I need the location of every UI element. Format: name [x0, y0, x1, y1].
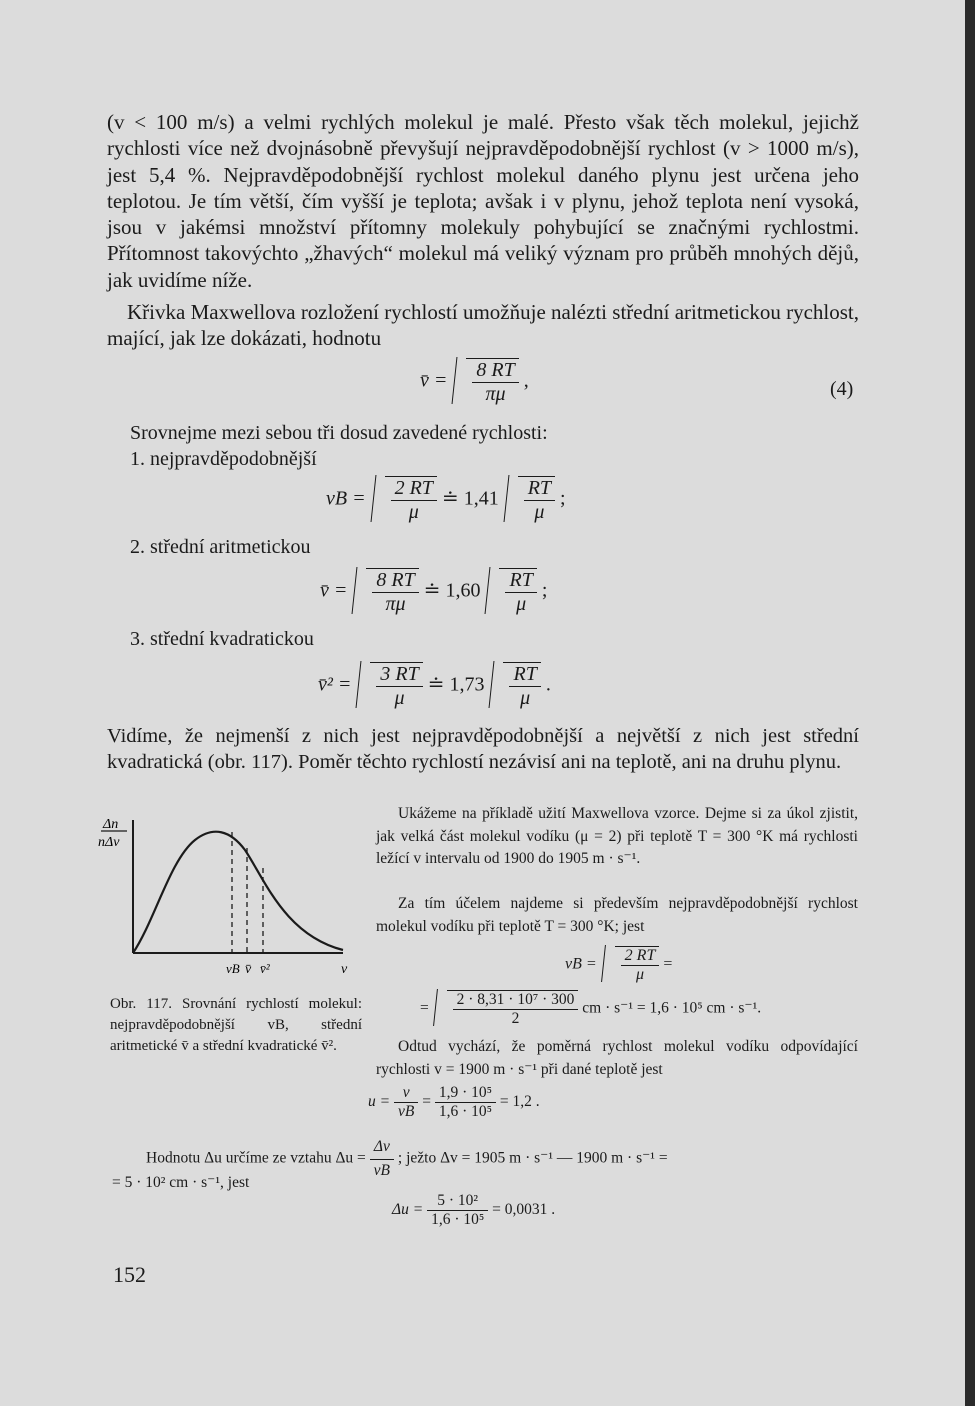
eq-vbar-den2: μ: [516, 593, 527, 615]
eq-u-den2: 1,6 · 10⁵: [438, 1103, 493, 1120]
fig-xlabel-vb: vB: [226, 961, 240, 976]
sqrt-symbol: [518, 476, 555, 524]
eq-ex1-num: 2 RT: [621, 947, 660, 966]
eq-vsq-den2: μ: [520, 687, 531, 709]
eq-u-lhs: u =: [368, 1093, 391, 1111]
eq-vb-lhs: vB =: [326, 487, 366, 510]
sqrt-symbol: [366, 568, 418, 616]
eq-vsq-den: μ: [394, 687, 405, 709]
eq4-denominator: πμ: [485, 383, 506, 405]
eq-vb-num: 2 RT: [391, 477, 437, 501]
eq4-numerator: 8 RT: [472, 359, 518, 383]
eq-du-lhs: Δu =: [392, 1201, 424, 1219]
example-text-3: Odtud vychází, že poměrná rychlost molekul vodíku odpovídající rychlosti v = 1900 m · s⁻¹ při dané teplotě jest: [376, 1038, 858, 1078]
page-number: 152: [113, 1262, 146, 1287]
eq-u-den1: vB: [397, 1103, 415, 1120]
eq-vb-num2: RT: [524, 477, 555, 501]
eq-vb-approx: ≐ 1,41: [441, 487, 499, 510]
eq-u-eq: =: [422, 1093, 431, 1111]
fig-distribution-curve: [133, 832, 343, 953]
equation-4: [420, 358, 529, 406]
paragraph-maxwell: Křivka Maxwellova rozložení rychlostí umožňuje nalézti střední aritmetickou rychlost, mající, jak lze dokázati, hodnotu: [107, 300, 859, 351]
eq-vb-den: μ: [408, 501, 419, 523]
eq-ex2-num: 2 · 8,31 · 10⁷ · 300: [453, 991, 579, 1010]
eq-ex2-tail: cm · s⁻¹ = 1,6 · 10⁵ cm · s⁻¹.: [582, 999, 762, 1017]
eq-vbar-tail: ;: [541, 579, 548, 602]
eq-du-den: 1,6 · 10⁵: [431, 1211, 485, 1228]
example-text-1: Ukážeme na příkladě užití Maxwellova vzorce. Dejme si za úkol zjistit, jak velká část molekul vodíku (μ = 2) při teplotě T = 300 °K má rychlosti ležící v intervalu od 1900 do 1905 m · s⁻¹.: [376, 805, 858, 867]
sqrt-symbol: [615, 946, 660, 984]
eq-vsq-num2: RT: [509, 663, 540, 687]
sqrt-symbol: [385, 476, 437, 524]
equation-vbar: [320, 568, 547, 616]
eq-u-num1: v: [394, 1084, 418, 1103]
eq-ex1-den: μ: [635, 966, 645, 983]
eq-vsq-approx: ≐ 1,73: [427, 673, 485, 696]
equation-vb: [326, 476, 566, 524]
eq-vsq-tail: .: [545, 673, 551, 696]
sqrt-symbol: [466, 358, 518, 406]
eq4-tail: ,: [523, 369, 529, 392]
eq-ex1-tail: =: [663, 955, 673, 973]
item-arithmetic: 2. střední aritmetickou: [130, 536, 311, 558]
compare-intro: Srovnejme mezi sebou tři dosud zavedené rychlosti:: [130, 422, 548, 444]
eq4-lhs: v̄ =: [420, 369, 448, 392]
eq-du-tail: = 0,0031 .: [492, 1201, 556, 1219]
example-4-start: Hodnotu Δu určíme ze vztahu Δu =: [146, 1149, 366, 1167]
figure-117: [95, 810, 365, 985]
eq-vsq-lhs: v̄² =: [318, 673, 352, 696]
equation-number: (4): [830, 378, 854, 400]
fig-xlabel-vsq: v̄²: [260, 961, 270, 976]
figure-caption: Obr. 117. Srovnání rychlostí molekul: nejpravděpodobnější vB, střední aritmetické v̄ a střední kvadratické v̄².: [110, 996, 362, 1054]
sqrt-symbol: [499, 568, 536, 616]
equation-vsq: [318, 662, 551, 710]
page-edge-shadow: [965, 0, 975, 1406]
eq-vb-den2: μ: [534, 501, 545, 523]
equation-du: [392, 1192, 555, 1229]
eq-vb-tail: ;: [560, 487, 566, 510]
fig-ylabel-top: Δn: [103, 817, 119, 832]
eq-u-tail: = 1,2 .: [499, 1093, 540, 1111]
sqrt-symbol: [503, 662, 540, 710]
paragraph-comparison: Vidíme, že nejmenší z nich jest nejpravděpodobnější a největší z nich jest střední kvadratická (obr. 117). Poměr těchto rychlostí nezávisí ani na teplotě, ani na druhu plynu.: [107, 725, 859, 774]
eq-ex2-lhs: =: [420, 999, 429, 1017]
equation-example-vb: [565, 946, 672, 984]
eq-vbar-num: 8 RT: [372, 569, 418, 593]
paragraph-intro: (v < 100 m/s) a velmi rychlých molekul je malé. Přesto však těch molekul, jejichž rychlosti více než dvojnásobně převyšují nejpravděpodobnější rychlost (v > 1000 m/s), jest 5,4 %. Nejpravděpodobnější rychlost molekul daného plynu jest určena jeho teplotou. Je tím větší, čím vyšší je teplota; avšak i v plynu, jehož teplota není vysoká, jsou v jakémsi množství přítomny molekuly pohybující se značnými rychlostmi. Přítomnost takovýchto „žhavých“ molekul má veliký význam pro průběh mnohých dějů, jak uvidíme níže.: [107, 110, 859, 292]
example-4-end: ; ježto Δv = 1905 m · s⁻¹ — 1900 m · s⁻¹ =: [397, 1149, 668, 1167]
example-text-4-line2: = 5 · 10² cm · s⁻¹, jest: [112, 1174, 250, 1191]
eq-vsq-num: 3 RT: [376, 663, 422, 687]
eq-du-num: 5 · 10²: [427, 1192, 488, 1211]
eq-u-num2: 1,9 · 10⁵: [435, 1084, 496, 1103]
item-quadratic: 3. střední kvadratickou: [130, 628, 314, 650]
eq-vbar-lhs: v̄ =: [320, 579, 348, 602]
sqrt-symbol: [447, 990, 579, 1028]
equation-example-value: [420, 990, 761, 1028]
example-text-2: Za tím účelem najdeme si především nejpravděpodobnější rychlost molekul vodíku při teplotě T = 300 °K; jest: [376, 895, 858, 935]
fig-xlabel-v: v: [341, 962, 348, 977]
eq-vbar-num2: RT: [505, 569, 536, 593]
example-4-num: Δv: [370, 1136, 394, 1160]
sqrt-symbol: [370, 662, 422, 710]
item-most-probable: 1. nejpravděpodobnější: [130, 448, 317, 470]
fig-xlabel-vbar: v̄: [245, 962, 252, 977]
eq-ex1-lhs: vB =: [565, 955, 597, 973]
example-4-den: vB: [373, 1161, 391, 1179]
eq-ex2-den: 2: [511, 1010, 520, 1027]
fig-ylabel-bottom: nΔv: [98, 835, 120, 850]
equation-u: [368, 1084, 540, 1121]
eq-vbar-approx: ≐ 1,60: [423, 579, 481, 602]
eq-vbar-den: πμ: [385, 593, 406, 615]
